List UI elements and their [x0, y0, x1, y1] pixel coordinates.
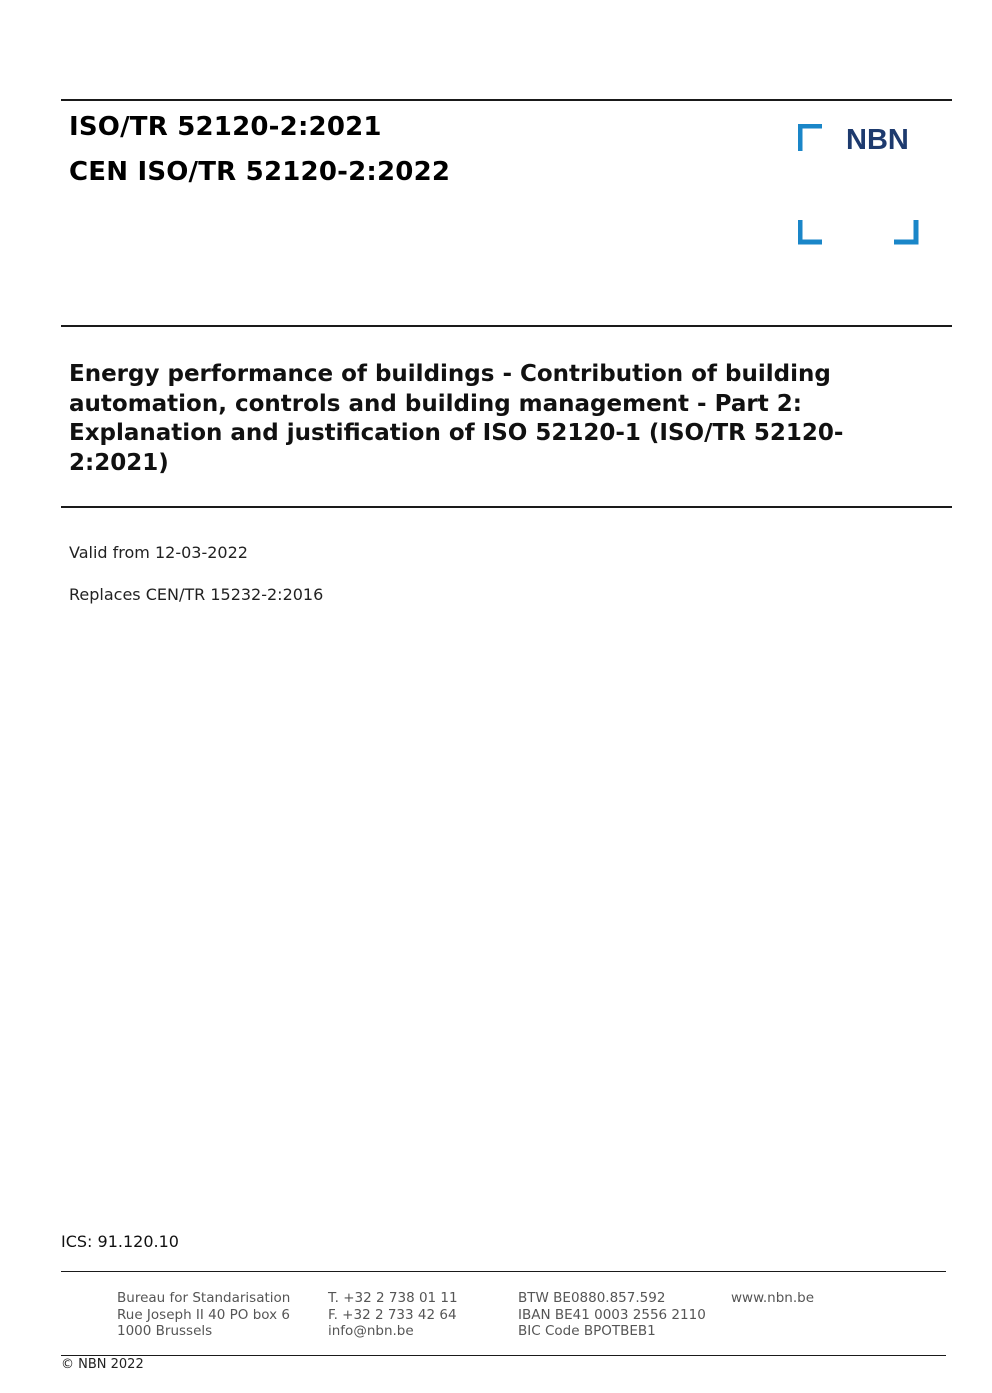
bic-code: BIC Code BPOTBEB1	[518, 1323, 656, 1339]
copyright: © NBN 2022	[61, 1357, 144, 1372]
phone: T. +32 2 738 01 11	[328, 1290, 458, 1306]
email-link[interactable]: info@nbn.be	[328, 1323, 414, 1339]
ics-code: ICS: 91.120.10	[61, 1232, 179, 1251]
iso-reference: ISO/TR 52120-2:2021	[69, 112, 382, 142]
fax: F. +32 2 733 42 64	[328, 1306, 457, 1323]
footer-top-rule	[61, 1271, 946, 1272]
footer-address	[117, 1290, 290, 1340]
logo-bracket-top-left	[800, 126, 822, 151]
title-top-rule	[61, 325, 952, 327]
title-bottom-rule	[61, 506, 952, 508]
website-link[interactable]: www.nbn.be	[731, 1290, 815, 1306]
nbn-logo	[798, 124, 920, 248]
logo-bracket-bottom-right	[894, 220, 916, 242]
replaces: Replaces CEN/TR 15232-2:2016	[69, 585, 324, 604]
top-rule	[61, 99, 952, 101]
cen-reference: CEN ISO/TR 52120-2:2022	[69, 157, 451, 187]
vat-number: BTW BE0880.857.592	[518, 1290, 666, 1306]
footer-bottom-rule	[61, 1355, 946, 1356]
logo-bracket-bottom-left	[800, 220, 822, 242]
footer-bank	[518, 1290, 706, 1340]
address-line: Bureau for Standarisation	[117, 1290, 291, 1306]
address-line: Rue Joseph II 40 PO box 6	[117, 1306, 290, 1323]
logo-text: NBN	[846, 124, 909, 156]
valid-from: Valid from 12-03-2022	[69, 543, 248, 562]
address-line: 1000 Brussels	[117, 1323, 213, 1339]
footer-website	[731, 1290, 814, 1307]
footer-contact	[328, 1290, 458, 1340]
iban: IBAN BE41 0003 2556 2110	[518, 1306, 706, 1323]
document-title: Energy performance of buildings - Contribution of building automation, controls and building management - Part 2: Explanation and justification of ISO 52120-1 (ISO/TR 52120-2:2021)	[69, 361, 844, 476]
